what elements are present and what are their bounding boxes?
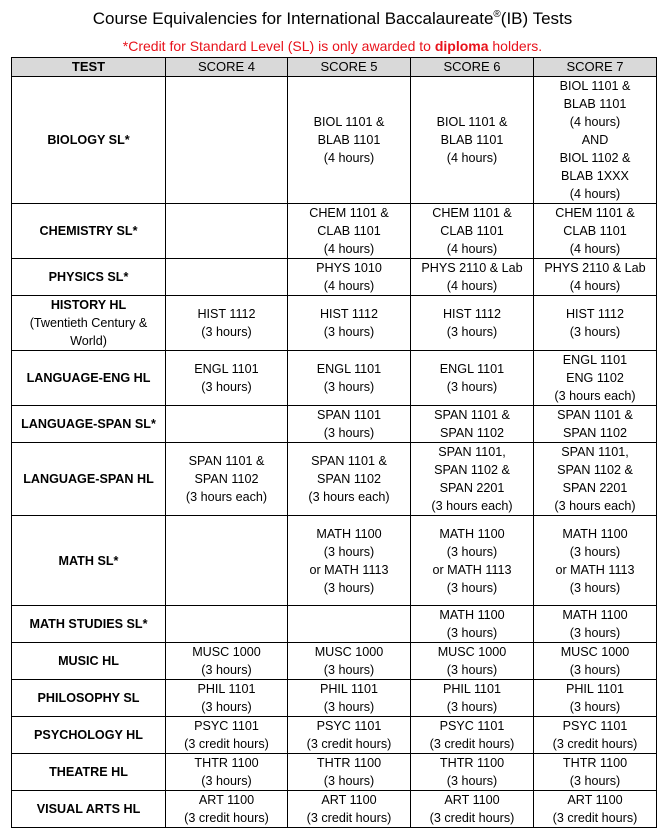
course-line: THTR 1100 [316,756,382,770]
course-line: (3 hours) [446,626,498,640]
title-end: (IB) Tests [500,9,573,28]
table-row [12,606,657,643]
course-line: (3 credit hours) [429,811,515,825]
course-line: (3 hours) [323,426,375,440]
score-4-cell [166,443,288,516]
score-7-cell [534,296,657,351]
course-line: THTR 1100 [194,756,259,770]
course-line: PHYS 1010 [316,261,382,275]
score-6-cell [411,351,534,406]
score-4-cell [166,606,288,643]
course-line: PHIL 1101 [442,682,502,696]
course-line: PSYC 1101 [194,719,259,733]
course-line: (3 hours) [201,325,252,339]
test-name-cell [12,443,166,516]
score-7-cell [534,77,657,204]
course-line: SPAN 1101 & [311,454,387,468]
course-line: PHYS 2110 & Lab [421,261,523,275]
course-line: MATH 1100 [316,526,382,541]
header-score-6: SCORE 6 [411,58,534,77]
score-6-cell [411,680,534,717]
course-line: SPAN 1102 & [557,463,633,477]
score-7-cell [534,680,657,717]
test-name-cell [12,204,166,259]
course-line: ENGL 1101 [316,362,382,376]
course-line: or MATH 1113 [309,562,389,577]
course-line: (3 credit hours) [429,737,515,751]
course-line: SPAN 1101 & [557,408,633,422]
table-row [12,754,657,791]
score-6-cell [411,717,534,754]
score-7-cell [534,606,657,643]
course-line: (3 hours) [446,663,498,677]
course-line: ENGL 1101 [194,362,259,376]
course-line: (3 hours) [569,663,621,677]
course-line: (4 hours) [569,279,621,293]
course-line: (3 hours each) [185,490,268,504]
course-line: PHIL 1101 [565,682,625,696]
course-line: ART 1100 [567,793,623,807]
course-line: (3 hours) [323,663,375,677]
course-line: (3 hours) [201,774,252,788]
course-line: HIST 1112 [197,307,256,321]
course-line: AND [581,133,609,147]
course-line: (3 hours) [446,544,498,559]
score-5-cell [288,754,411,791]
score-6-cell [411,77,534,204]
score-5-cell [288,717,411,754]
score-5-cell [288,516,411,606]
course-line: MUSC 1000 [314,645,384,659]
course-line: BLAB 1XXX [561,169,629,183]
score-7-cell [534,791,657,828]
course-line: MUSC 1000 [192,645,261,659]
score-6-cell [411,296,534,351]
course-line: PSYC 1101 [562,719,628,733]
course-line: (3 hours) [446,774,498,788]
course-line: MATH 1100 [562,608,628,622]
course-line: PSYC 1101 [439,719,505,733]
course-line: SPAN 1102 & [434,463,510,477]
score-7-cell [534,406,657,443]
course-line: SPAN 1101 [317,408,381,422]
course-line: SPAN 2201 [439,481,505,495]
header-row [12,58,657,77]
test-name-cell [12,643,166,680]
score-5-cell [288,680,411,717]
score-7-cell [534,754,657,791]
test-name: LANGUAGE-SPAN HL [23,472,154,486]
score-6-cell [411,791,534,828]
course-line: BIOL 1102 & [559,151,631,165]
course-line: BIOL 1101 & [313,115,385,129]
course-line: SPAN 2201 [562,481,628,495]
test-name-cell [12,754,166,791]
test-name-cell [12,606,166,643]
test-name-cell [12,516,166,606]
note-text-end: holders. [488,38,543,54]
test-name-cell [12,351,166,406]
course-line: (3 credit hours) [184,737,269,751]
course-line: BLAB 1101 [563,97,627,111]
test-name: LANGUAGE-ENG HL [26,371,151,385]
course-line: CLAB 1101 [563,224,627,238]
score-6-cell [411,643,534,680]
test-name: BIOLOGY SL* [47,133,130,147]
test-name-cell [12,791,166,828]
test-name-cell [12,680,166,717]
score-5-cell [288,77,411,204]
test-name-cell [12,406,166,443]
score-4-cell [166,717,288,754]
course-line: (3 hours) [569,774,621,788]
course-line: (3 hours) [323,380,375,394]
score-5-cell [288,406,411,443]
score-5-cell [288,443,411,516]
course-line: (3 hours) [446,580,498,595]
score-4-cell [166,680,288,717]
score-7-cell [534,443,657,516]
course-line: (4 hours) [323,242,375,256]
course-line: ART 1100 [444,793,500,807]
course-line: (3 hours) [323,774,375,788]
course-line: CHEM 1101 & [309,206,389,220]
score-4-cell [166,77,288,204]
table-row [12,204,657,259]
course-line: SPAN 1101 & [188,454,265,468]
course-line: (3 hours) [323,544,375,559]
course-line: (3 hours) [569,544,621,559]
score-5-cell [288,204,411,259]
course-line: (4 hours) [446,242,498,256]
course-line: CLAB 1101 [440,224,504,238]
test-name-cell [12,77,166,204]
score-6-cell [411,406,534,443]
course-line: (3 hours) [201,380,252,394]
course-line: MUSC 1000 [437,645,507,659]
score-6-cell [411,259,534,296]
score-6-cell [411,754,534,791]
header-score-7: SCORE 7 [534,58,657,77]
score-4-cell [166,351,288,406]
course-line: (3 hours) [446,700,498,714]
course-line: HIST 1112 [319,307,379,321]
test-name: PHYSICS SL* [48,270,129,284]
test-subtitle-line: World) [70,334,107,348]
table-row [12,717,657,754]
course-line: or MATH 1113 [432,562,512,577]
course-line: ENG 1102 [566,371,624,385]
course-line: PHIL 1101 [319,682,379,696]
course-line: (4 hours) [569,115,621,129]
test-name-cell [12,717,166,754]
score-4-cell [166,259,288,296]
course-line: ART 1100 [198,793,255,807]
test-name: PHILOSOPHY SL [37,691,140,705]
score-7-cell [534,351,657,406]
table-row [12,406,657,443]
course-line: (3 credit hours) [552,811,638,825]
course-line: (3 hours) [569,626,621,640]
test-name-cell [12,259,166,296]
score-4-cell [166,204,288,259]
course-line: (3 hours each) [431,499,513,513]
table-row [12,443,657,516]
test-name: HISTORY HL [50,298,127,312]
score-5-cell [288,606,411,643]
course-line: MATH 1100 [562,526,628,541]
table-row [12,77,657,204]
score-6-cell [411,606,534,643]
equivalency-table [11,57,657,828]
course-line: BIOL 1101 & [436,115,508,129]
course-line: (3 credit hours) [306,811,392,825]
course-line: CLAB 1101 [317,224,381,238]
table-row [12,643,657,680]
course-line: (3 hours) [446,380,498,394]
course-line: PHIL 1101 [197,682,256,696]
table-row [12,296,657,351]
course-line: (3 credit hours) [306,737,392,751]
course-line: (3 hours) [323,325,375,339]
course-line: (4 hours) [446,279,498,293]
course-line: (3 hours) [569,700,621,714]
course-line: MATH 1100 [439,526,505,541]
course-line: (4 hours) [446,151,498,165]
course-line: (3 hours) [446,325,498,339]
score-5-cell [288,791,411,828]
test-subtitle-line: (Twentieth Century & [29,316,148,330]
score-7-cell [534,643,657,680]
course-line: SPAN 1101, [561,445,629,459]
course-line: or MATH 1113 [555,562,635,577]
course-line: THTR 1100 [439,756,505,770]
course-line: (3 hours) [569,580,621,595]
title-main: Course Equivalencies for International Baccalaureate [92,9,494,28]
test-name: LANGUAGE-SPAN SL* [21,417,156,431]
course-line: (3 hours each) [308,490,390,504]
course-line: SPAN 1101 & [434,408,510,422]
score-4-cell [166,406,288,443]
course-line: (3 hours) [569,325,621,339]
test-name: MATH STUDIES SL* [29,617,148,631]
course-line: CHEM 1101 & [432,206,512,220]
course-line: CHEM 1101 & [555,206,635,220]
table-row [12,351,657,406]
registered-mark: ® [493,9,501,20]
course-line: (3 hours) [323,700,375,714]
test-name: MUSIC HL [58,654,119,668]
header-score-4: SCORE 4 [166,58,288,77]
test-name-cell [12,296,166,351]
score-4-cell [166,296,288,351]
course-line: BLAB 1101 [440,133,504,147]
score-7-cell [534,259,657,296]
course-line: PSYC 1101 [316,719,382,733]
course-line: (3 hours each) [554,389,636,403]
note-text-start: *Credit for Standard Level (SL) is only awarded to [122,38,435,54]
course-line: (3 credit hours) [552,737,638,751]
course-line: (4 hours) [323,151,375,165]
course-line: HIST 1112 [442,307,502,321]
course-line: (3 credit hours) [184,811,269,825]
course-line: BLAB 1101 [317,133,381,147]
score-6-cell [411,204,534,259]
score-6-cell [411,516,534,606]
sl-credit-note [0,37,665,55]
score-7-cell [534,717,657,754]
test-name: CHEMISTRY SL* [39,224,138,238]
test-name: VISUAL ARTS HL [36,802,141,816]
course-line: ENGL 1101 [439,362,505,376]
header-score-5: SCORE 5 [288,58,411,77]
course-line: HIST 1112 [565,307,625,321]
course-line: SPAN 1102 [194,472,259,486]
table-header [12,58,657,77]
course-line: (3 hours) [201,663,252,677]
score-4-cell [166,791,288,828]
score-7-cell [534,516,657,606]
score-6-cell [411,443,534,516]
course-line: (4 hours) [569,242,621,256]
course-line: ART 1100 [321,793,377,807]
score-5-cell [288,259,411,296]
course-line: MUSC 1000 [560,645,630,659]
score-7-cell [534,204,657,259]
table-body [12,77,657,828]
course-line: SPAN 1101, [438,445,506,459]
header-test: TEST [12,58,166,77]
score-5-cell [288,351,411,406]
test-name: PSYCHOLOGY HL [34,728,143,742]
table-row [12,259,657,296]
table-row [12,791,657,828]
course-line: (4 hours) [569,187,621,201]
course-line: (3 hours) [201,700,252,714]
course-line: ENGL 1101 [562,353,628,367]
score-4-cell [166,516,288,606]
score-5-cell [288,296,411,351]
course-line: SPAN 1102 [317,472,381,486]
course-line: SPAN 1102 [440,426,504,440]
score-4-cell [166,643,288,680]
test-name: MATH SL* [58,553,119,568]
table-row [12,680,657,717]
course-line: THTR 1100 [562,756,628,770]
course-line: (3 hours) [323,580,375,595]
page-title [0,4,665,30]
course-line: MATH 1100 [439,608,505,622]
score-5-cell [288,643,411,680]
score-4-cell [166,754,288,791]
course-line: (4 hours) [323,279,375,293]
course-line: PHYS 2110 & Lab [544,261,646,275]
course-line: BIOL 1101 & [559,79,631,93]
test-name: THEATRE HL [49,765,128,779]
course-line: (3 hours each) [554,499,636,513]
course-line: SPAN 1102 [563,426,627,440]
table-row [12,516,657,606]
note-emphasis: diploma [434,38,489,54]
